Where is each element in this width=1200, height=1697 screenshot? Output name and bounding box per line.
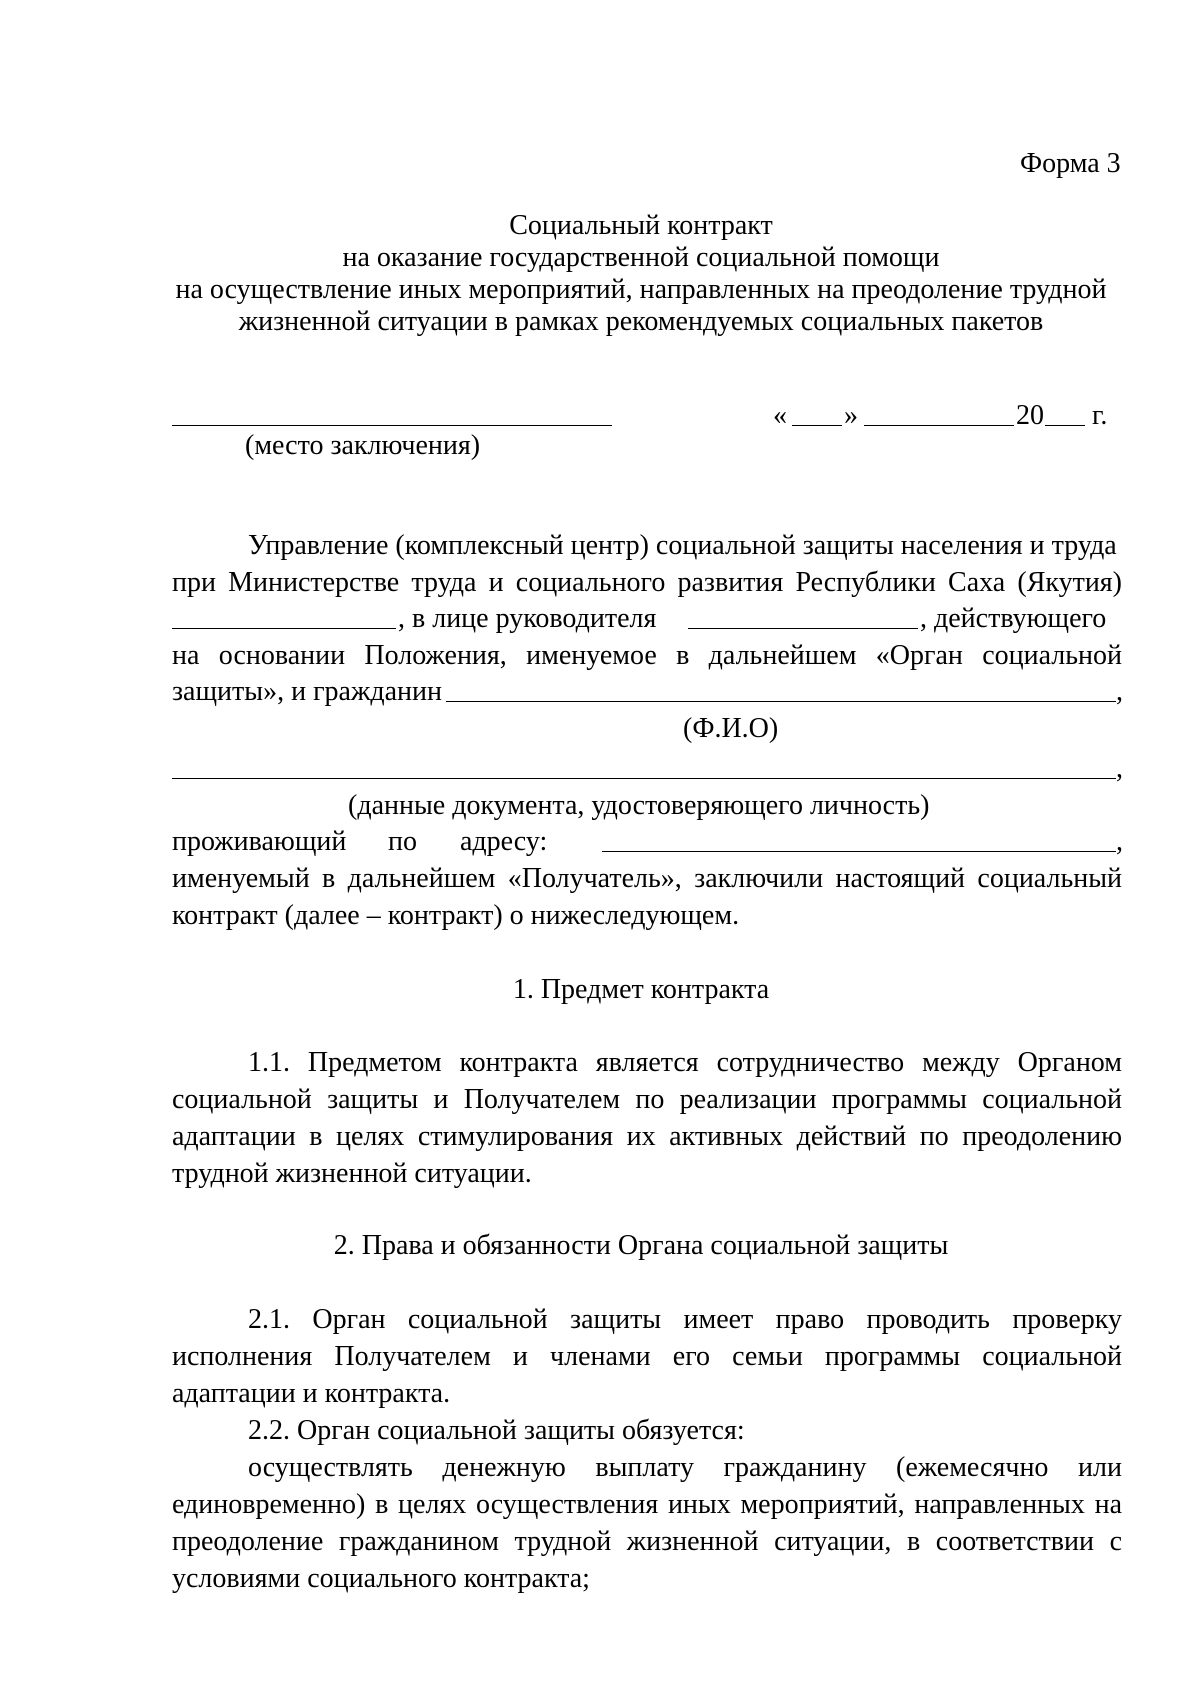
paragraph-line: 2.1. Орган социальной защиты имеет право проводить проверку — [248, 1304, 1122, 1335]
title-line: на оказание государственной социальной помощи — [342, 242, 940, 273]
date-close-quote: » — [844, 400, 858, 431]
parties-line: при Министерстве труда и социального развития Республики Саха (Якутия) — [172, 567, 1122, 598]
comma: , — [1116, 753, 1123, 784]
address-word: адресу: — [460, 826, 548, 857]
title-line: на осуществление иных мероприятий, направленных на преодоление трудной — [175, 274, 1107, 305]
form-number: Форма 3 — [1020, 148, 1121, 179]
comma: , — [1116, 676, 1123, 707]
head-name-blank-line — [688, 628, 918, 629]
paragraph-line: преодоление гражданином трудной жизненной ситуации, в соответствии с — [172, 1526, 1122, 1557]
paragraph-line: исполнения Получателем и членами его семьи программы социальной — [172, 1341, 1122, 1372]
title-line: жизненной ситуации в рамках рекомендуемых социальных пакетов — [238, 306, 1044, 337]
place-blank-line — [172, 425, 612, 426]
date-open-quote: « — [773, 400, 787, 431]
section-heading: 2. Права и обязанности Органа социальной защиты — [333, 1230, 949, 1261]
date-year-prefix: 20 — [1016, 400, 1044, 431]
paragraph-line: трудной жизненной ситуации. — [172, 1158, 532, 1189]
parties-text: , в лице руководителя — [398, 603, 657, 634]
place-caption: (место заключения) — [245, 430, 481, 461]
paragraph-line: социальной защиты и Получателем по реализации программы социальной — [172, 1084, 1122, 1115]
month-blank-line — [864, 425, 1014, 426]
address-word: проживающий — [172, 826, 347, 857]
parties-line: на основании Положения, именуемое в дальнейшем «Орган социальной — [172, 640, 1122, 671]
address-blank-line — [602, 851, 1116, 852]
paragraph-line: 1.1. Предметом контракта является сотрудничество между Органом — [248, 1047, 1122, 1078]
day-blank-line — [792, 425, 842, 426]
paragraph-line: единовременно) в целях осуществления иных мероприятий, направленных на — [172, 1489, 1122, 1520]
paragraph-line: адаптации и контракта. — [172, 1378, 451, 1409]
parties-text: , действующего — [920, 603, 1107, 634]
address-word: по — [388, 826, 417, 857]
parties-text: защиты», и гражданин — [172, 676, 442, 707]
parties-line: Управление (комплексный центр) социальной защиты населения и труда — [248, 530, 1117, 561]
comma: , — [1116, 826, 1123, 857]
fio-caption: (Ф.И.О) — [683, 713, 779, 744]
title-line: Социальный контракт — [509, 210, 773, 241]
paragraph-line: осуществлять денежную выплату гражданину (ежемесячно или — [248, 1452, 1122, 1483]
citizen-name-blank-line — [446, 701, 1116, 702]
id-document-blank-line — [172, 778, 1116, 779]
parties-line: контракт (далее – контракт) о нижеследующем. — [172, 900, 740, 931]
date-suffix: г. — [1092, 400, 1108, 431]
paragraph-line: адаптации в целях стимулирования их активных действий по преодолению — [172, 1121, 1122, 1152]
section-heading: 1. Предмет контракта — [512, 974, 770, 1005]
paragraph-line: 2.2. Орган социальной защиты обязуется: — [248, 1415, 745, 1446]
paragraph-line: условиями социального контракта; — [172, 1563, 590, 1594]
parties-line: именуемый в дальнейшем «Получатель», заключили настоящий социальный — [172, 863, 1122, 894]
year-blank-line — [1045, 425, 1085, 426]
document-title — [160, 210, 1122, 338]
id-caption: (данные документа, удостоверяющего личность) — [348, 790, 930, 821]
district-blank-line — [172, 628, 396, 629]
